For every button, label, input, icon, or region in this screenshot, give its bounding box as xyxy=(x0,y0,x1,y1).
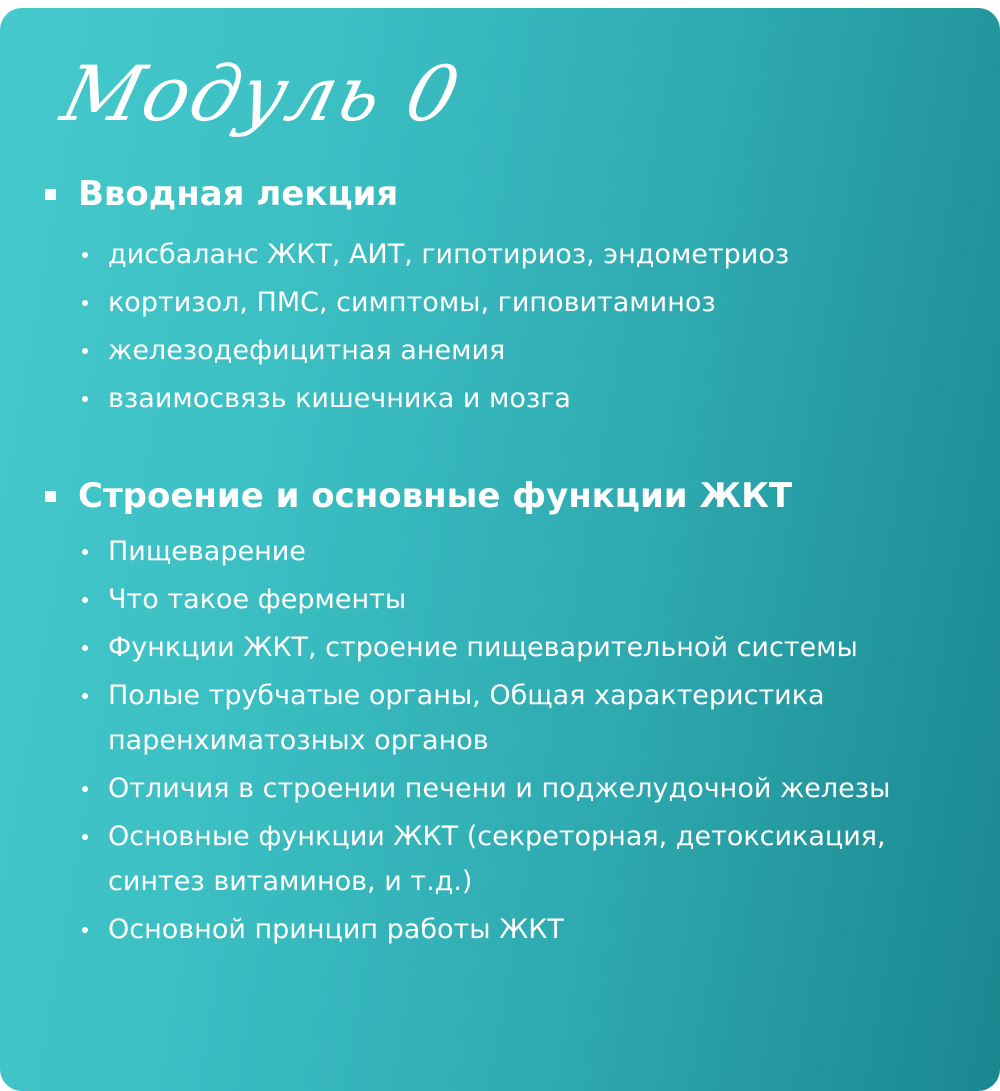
section-heading xyxy=(0,164,1000,224)
list-item xyxy=(0,814,1000,904)
list-item-text: Основной принцип работы ЖКТ xyxy=(108,914,564,945)
section-heading xyxy=(0,466,1000,526)
topic-list xyxy=(0,232,1000,421)
list-item-text: взаимосвязь кишечника и мозга xyxy=(108,383,571,414)
list-item-text: дисбаланс ЖКТ, АИТ, гипотириоз, эндометриоз xyxy=(108,239,790,270)
list-item-text: Полые трубчатые органы, Общая характеристика паренхиматозных органов xyxy=(108,680,825,756)
bullet-dot-icon xyxy=(82,300,88,306)
square-bullet-icon xyxy=(45,189,56,200)
list-item xyxy=(0,328,1000,373)
list-item-text: железодефицитная анемия xyxy=(108,335,506,366)
section-heading-text: Вводная лекция xyxy=(78,174,399,214)
section-intro-lecture xyxy=(0,164,1000,421)
topic-list xyxy=(0,529,1000,952)
list-item xyxy=(0,766,1000,811)
square-bullet-icon xyxy=(45,491,56,502)
list-item xyxy=(0,529,1000,574)
list-item xyxy=(0,907,1000,952)
list-item-text: Что такое ферменты xyxy=(108,584,407,615)
list-item xyxy=(0,673,1000,763)
list-item xyxy=(0,232,1000,277)
bullet-dot-icon xyxy=(82,252,88,258)
bullet-dot-icon xyxy=(82,834,88,840)
bullet-dot-icon xyxy=(82,927,88,933)
bullet-dot-icon xyxy=(82,786,88,792)
list-item xyxy=(0,577,1000,622)
list-item-text: Основные функции ЖКТ (секреторная, детоксикация, синтез витаминов, и т.д.) xyxy=(108,821,886,897)
bullet-dot-icon xyxy=(82,693,88,699)
list-item xyxy=(0,280,1000,325)
list-item xyxy=(0,625,1000,670)
list-item xyxy=(0,376,1000,421)
bullet-dot-icon xyxy=(82,396,88,402)
module-title: Модуль 0 xyxy=(53,49,470,138)
list-item-text: Отличия в строении печени и поджелудочной железы xyxy=(108,773,891,804)
bullet-dot-icon xyxy=(82,549,88,555)
bullet-dot-icon xyxy=(82,597,88,603)
bullet-dot-icon xyxy=(82,348,88,354)
module-card xyxy=(0,8,1000,1091)
section-gi-structure xyxy=(0,466,1000,952)
bullet-dot-icon xyxy=(82,645,88,651)
list-item-text: кортизол, ПМС, симптомы, гиповитаминоз xyxy=(108,287,716,318)
list-item-text: Пищеварение xyxy=(108,536,306,567)
list-item-text: Функции ЖКТ, строение пищеварительной системы xyxy=(108,632,858,663)
section-heading-text: Строение и основные функции ЖКТ xyxy=(78,476,793,516)
